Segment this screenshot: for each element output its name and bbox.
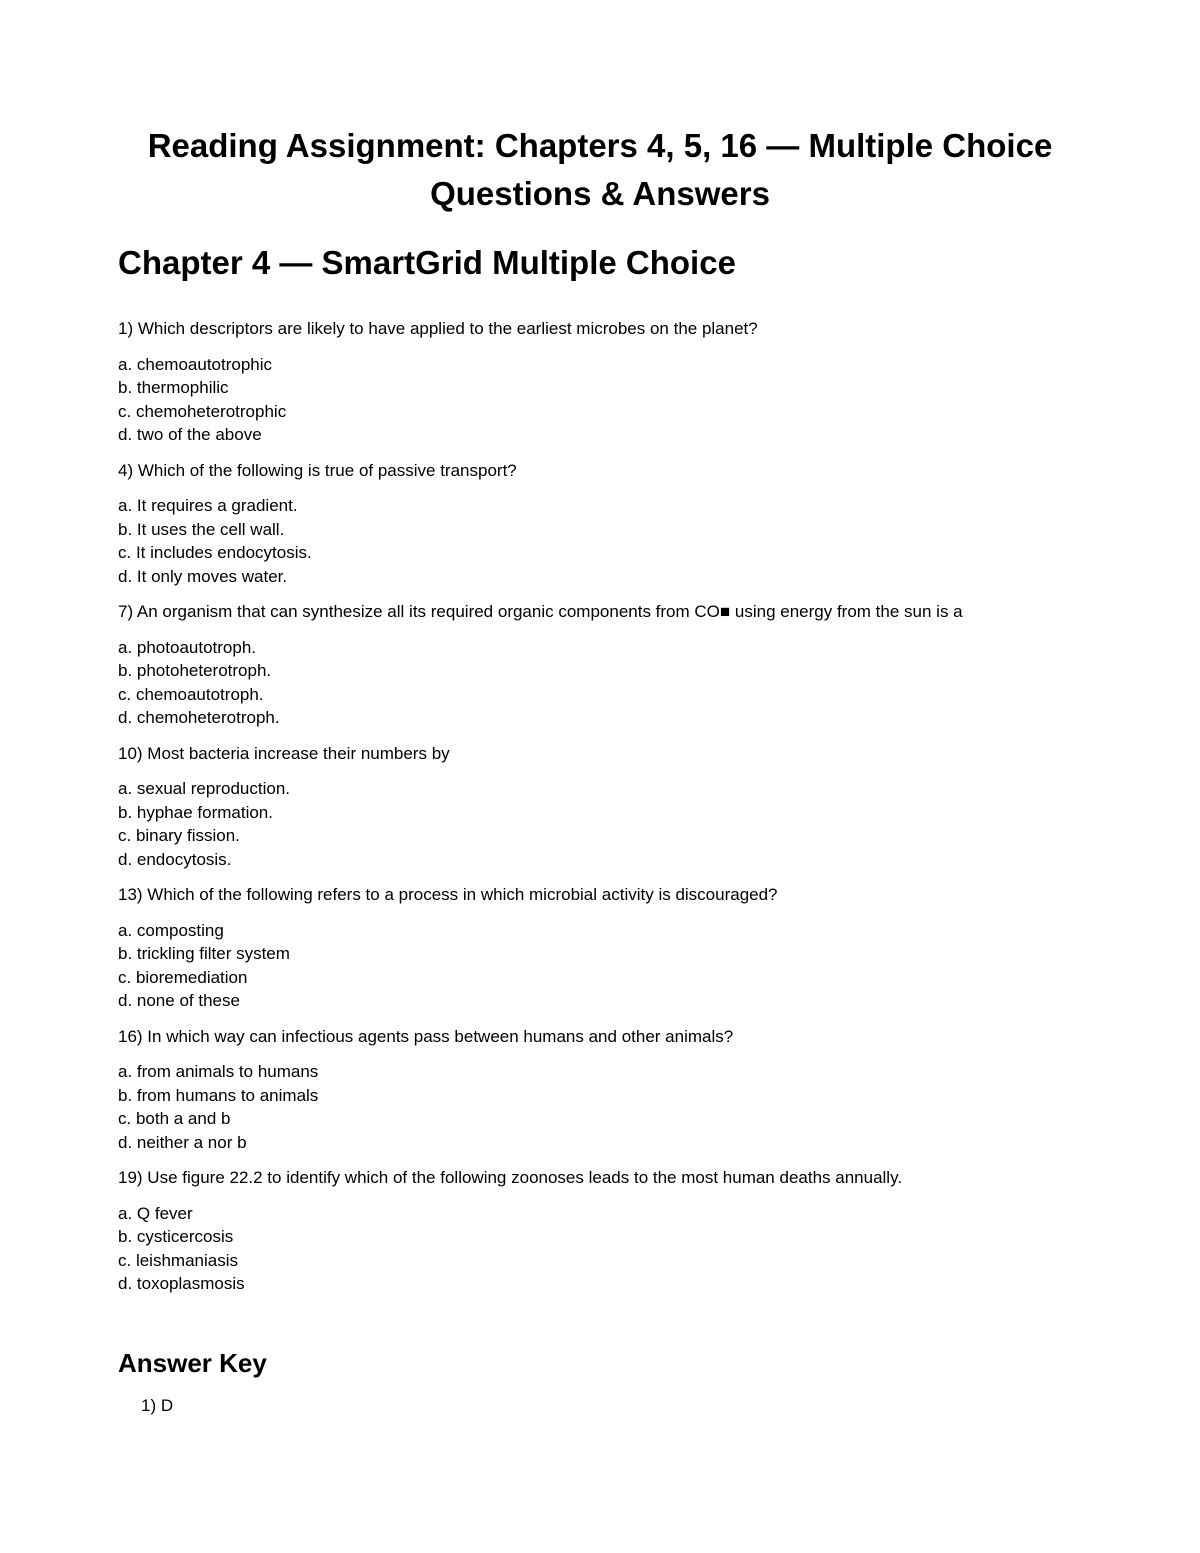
option-c: c. both a and b <box>118 1109 231 1128</box>
option-d: d. chemoheterotroph. <box>118 708 280 727</box>
question-text: 4) Which of the following is true of passive transport? <box>118 460 517 480</box>
question-text: 19) Use figure 22.2 to identify which of the following zoonoses leads to the most human deaths annually. <box>118 1168 903 1187</box>
option-a: a. sexual reproduction. <box>118 779 290 798</box>
document-title: Reading Assignment: Chapters 4, 5, 16 — Multiple Choice Questions & Answers <box>147 127 1053 212</box>
question-10 <box>118 742 1088 872</box>
option-a: a. photoautotroph. <box>118 637 257 657</box>
option-c: c. binary fission. <box>118 826 240 845</box>
question-text: 1) Which descriptors are likely to have applied to the earliest microbes on the planet? <box>118 319 758 338</box>
option-a: a. Q fever <box>118 1203 193 1223</box>
question-16 <box>118 1025 1088 1155</box>
option-a: a. composting <box>118 920 224 940</box>
option-a: a. from animals to humans <box>118 1062 319 1081</box>
answer-options <box>118 919 1088 1013</box>
question-7 <box>118 600 1088 730</box>
answer-key-heading: Answer Key <box>118 1348 267 1378</box>
option-b: b. photoheterotroph. <box>118 661 272 680</box>
option-c: c. leishmaniasis <box>118 1250 238 1270</box>
option-a: a. chemoautotrophic <box>118 354 273 374</box>
option-b: b. hyphae formation. <box>118 802 273 822</box>
option-d: d. none of these <box>118 991 240 1010</box>
option-b: b. cysticercosis <box>118 1227 234 1246</box>
option-c: c. bioremediation <box>118 967 248 987</box>
option-c: c. chemoheterotrophic <box>118 401 287 421</box>
option-d: d. two of the above <box>118 425 262 444</box>
answer-options <box>118 494 1088 588</box>
answer-options <box>118 777 1088 871</box>
answer-item: 1) D <box>141 1396 174 1415</box>
option-d: d. toxoplasmosis <box>118 1274 245 1293</box>
option-d: d. endocytosis. <box>118 849 232 869</box>
option-b: b. from humans to animals <box>118 1085 319 1105</box>
question-1 <box>118 317 1088 447</box>
option-a: a. It requires a gradient. <box>118 496 298 515</box>
option-c: c. chemoautotroph. <box>118 684 264 704</box>
option-b: b. It uses the cell wall. <box>118 519 285 539</box>
answer-key-list <box>141 1394 173 1418</box>
option-c: c. It includes endocytosis. <box>118 543 312 562</box>
chapter-heading: Chapter 4 — SmartGrid Multiple Choice <box>118 244 736 281</box>
option-d: d. It only moves water. <box>118 566 288 586</box>
answer-options <box>118 353 1088 447</box>
option-b: b. thermophilic <box>118 378 229 397</box>
question-text: 13) Which of the following refers to a process in which microbial activity is discouraged? <box>118 885 778 904</box>
option-b: b. trickling filter system <box>118 944 290 963</box>
answer-options <box>118 636 1088 730</box>
question-list <box>118 317 1088 1308</box>
answer-options <box>118 1202 1088 1296</box>
question-19 <box>118 1166 1088 1296</box>
question-4 <box>118 459 1088 589</box>
question-text: 10) Most bacteria increase their numbers by <box>118 743 450 763</box>
option-d: d. neither a nor b <box>118 1132 247 1152</box>
question-text: 7) An organism that can synthesize all its required organic components from CO■ using energy from the sun is a <box>118 602 963 621</box>
question-text: 16) In which way can infectious agents pass between humans and other animals? <box>118 1026 734 1046</box>
answer-options <box>118 1060 1088 1154</box>
question-13 <box>118 883 1088 1013</box>
